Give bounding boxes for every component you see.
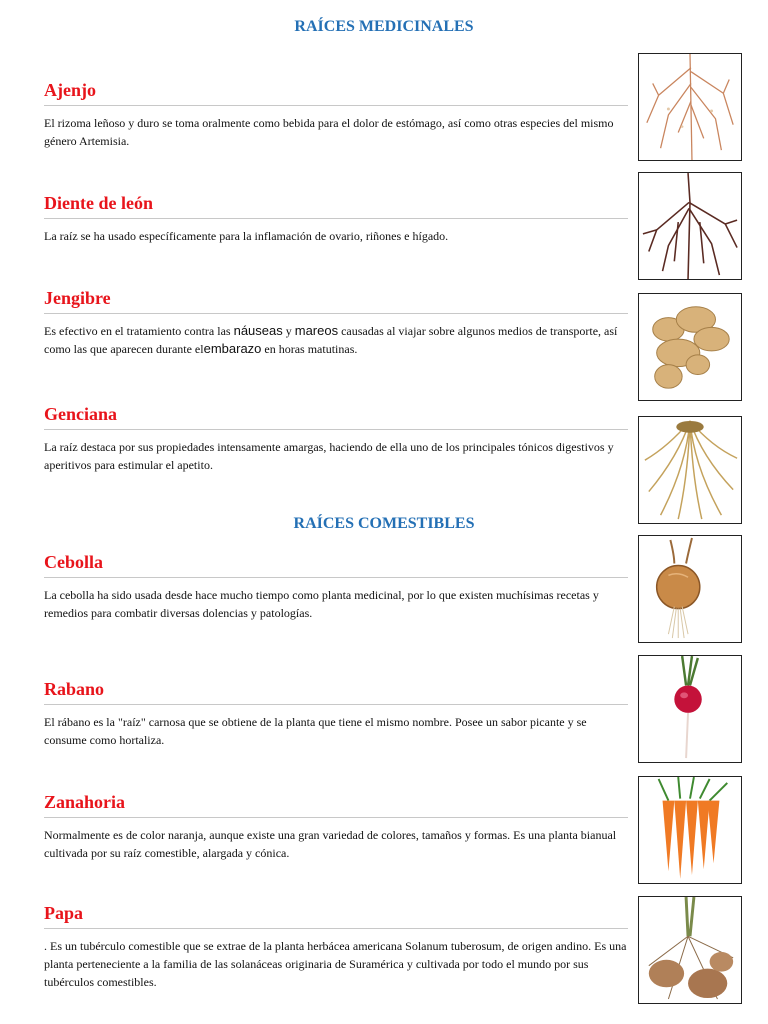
diente-de-leon-root-image (638, 172, 742, 280)
entry-cebolla (44, 552, 628, 622)
entry-rabano (44, 679, 628, 749)
genciana-root-image (638, 416, 742, 524)
jengibre-root-image (638, 293, 742, 401)
entry-title: Diente de león (44, 193, 628, 219)
entry-text: La raíz se ha usado específicamente para la inflamación de ovario, riñones e hígado. (44, 229, 449, 243)
zanahoria-image (638, 776, 742, 884)
ajenjo-root-image (638, 53, 742, 161)
section-title-medicinal: RAÍCES MEDICINALES (294, 18, 474, 35)
entry-title: Papa (44, 903, 628, 929)
entry-zanahoria (44, 792, 628, 862)
entry-diente-de-leon (44, 193, 628, 245)
rabano-image (638, 655, 742, 763)
entry-title: Cebolla (44, 552, 628, 578)
entry-title: Jengibre (44, 288, 628, 314)
entry-title: Genciana (44, 404, 628, 430)
entry-text: La raíz destaca por sus propiedades intensamente amargas, haciendo de ella uno de los principales tónicos digestivos y aperitivos para estimular el apetito. (44, 440, 614, 472)
cebolla-image (638, 535, 742, 643)
entry-title: Zanahoria (44, 792, 628, 818)
entry-title: Ajenjo (44, 80, 628, 106)
entry-text: . Es un tubérculo comestible que se extrae de la planta herbácea americana Solanum tuberosum, de origen andino. Es una planta perteneciente a la familia de las solanáceas originaria de Suramérica y cultivada por todo el mundo por sus tubérculos comestibles. (44, 939, 627, 989)
entry-jengibre (44, 288, 628, 358)
entry-ajenjo (44, 80, 628, 150)
section-title-edible: RAÍCES COMESTIBLES (293, 515, 475, 532)
entry-papa (44, 903, 628, 991)
entry-genciana (44, 404, 628, 474)
entry-text: La cebolla ha sido usada desde hace mucho tiempo como planta medicinal, por lo que existen muchísimas recetas y remedios para combatir diversas dolencias y patologías. (44, 588, 599, 620)
papa-image (638, 896, 742, 1004)
entry-text: El rizoma leñoso y duro se toma oralmente como bebida para el dolor de estómago, así como otras especies del mismo género Artemisia. (44, 116, 614, 148)
entry-text: El rábano es la "raíz" carnosa que se obtiene de la planta que tiene el mismo nombre. Posee un sabor picante y se consume como hortaliza. (44, 715, 587, 747)
entry-title: Rabano (44, 679, 628, 705)
entry-text: Normalmente es de color naranja, aunque existe una gran variedad de colores, tamaños y formas. Es una planta bianual cultivada por su raíz comestible, alargada y cónica. (44, 828, 617, 860)
entry-text: Es efectivo en el tratamiento contra las náuseas y mareos causadas al viajar sobre algunos medios de transporte, así como las que aparecen durante elembarazo en horas matutinas. (44, 323, 618, 356)
